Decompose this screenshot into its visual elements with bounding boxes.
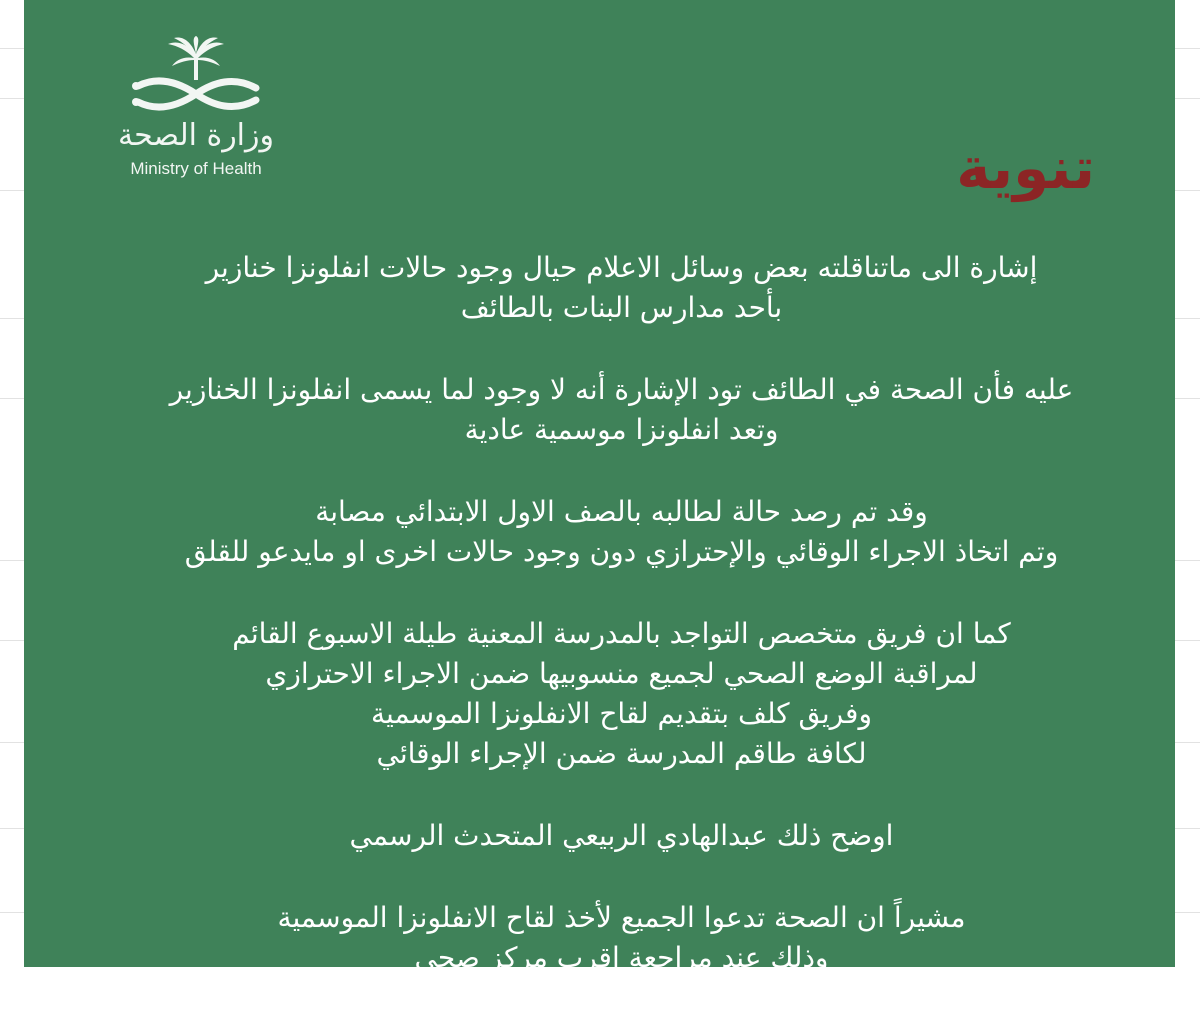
paragraph-3: [64, 492, 1179, 572]
text-line: مشيراً ان الصحة تدعوا الجميع لأخذ لقاح الانفلونزا الموسمية: [277, 901, 966, 934]
text-line: وقد تم رصد حالة لطالبه بالصف الاول الابتدائي مصابة: [315, 495, 928, 528]
announcement-card: [24, 0, 1175, 974]
text-line: عليه فأن الصحة في الطائف تود الإشارة أنه لا وجود لما يسمى انفلونزا الخنازير: [169, 373, 1074, 406]
text-line: وتم اتخاذ الاجراء الوقائي والإحترازي دون وجود حالات اخرى او مايدعو للقلق: [184, 535, 1059, 568]
paragraph-1: [64, 248, 1179, 328]
text-line: بأحد مدارس البنات بالطائف: [460, 291, 783, 324]
text-line: لمراقبة الوضع الصحي لجميع منسوبيها ضمن الاجراء الاحترازي: [265, 657, 978, 690]
text-line: لكافة طاقم المدرسة ضمن الإجراء الوقائي: [376, 737, 867, 770]
ministry-logo: [106, 32, 286, 182]
paragraph-4: [64, 614, 1179, 774]
text-line: وتعد انفلونزا موسمية عادية: [464, 413, 779, 446]
ministry-name-english: Ministry of Health: [130, 159, 262, 178]
announcement-body: [64, 248, 1179, 1020]
text-line: كما ان فريق متخصص التواجد بالمدرسة المعنية طيلة الاسبوع القائم: [232, 617, 1011, 650]
text-line: اوضح ذلك عبدالهادي الربيعي المتحدث الرسمي: [349, 819, 894, 852]
ministry-name-arabic: وزارة الصحة: [118, 118, 274, 153]
text-line: وذلك عند مراجعة اقرب مركز صحي: [414, 941, 829, 974]
paragraph-5: [64, 816, 1179, 856]
text-line: وفريق كلف بتقديم لقاح الانفلونزا الموسمية: [371, 697, 872, 730]
paragraph-2: [64, 370, 1179, 450]
text-line: إشارة الى ماتناقلته بعض وسائل الاعلام حيال وجود حالات انفلونزا خنازير: [205, 251, 1038, 284]
paragraph-6: [64, 898, 1179, 978]
page-title: تنوية: [956, 134, 1095, 202]
palm-and-swords-emblem-icon: [128, 36, 264, 122]
